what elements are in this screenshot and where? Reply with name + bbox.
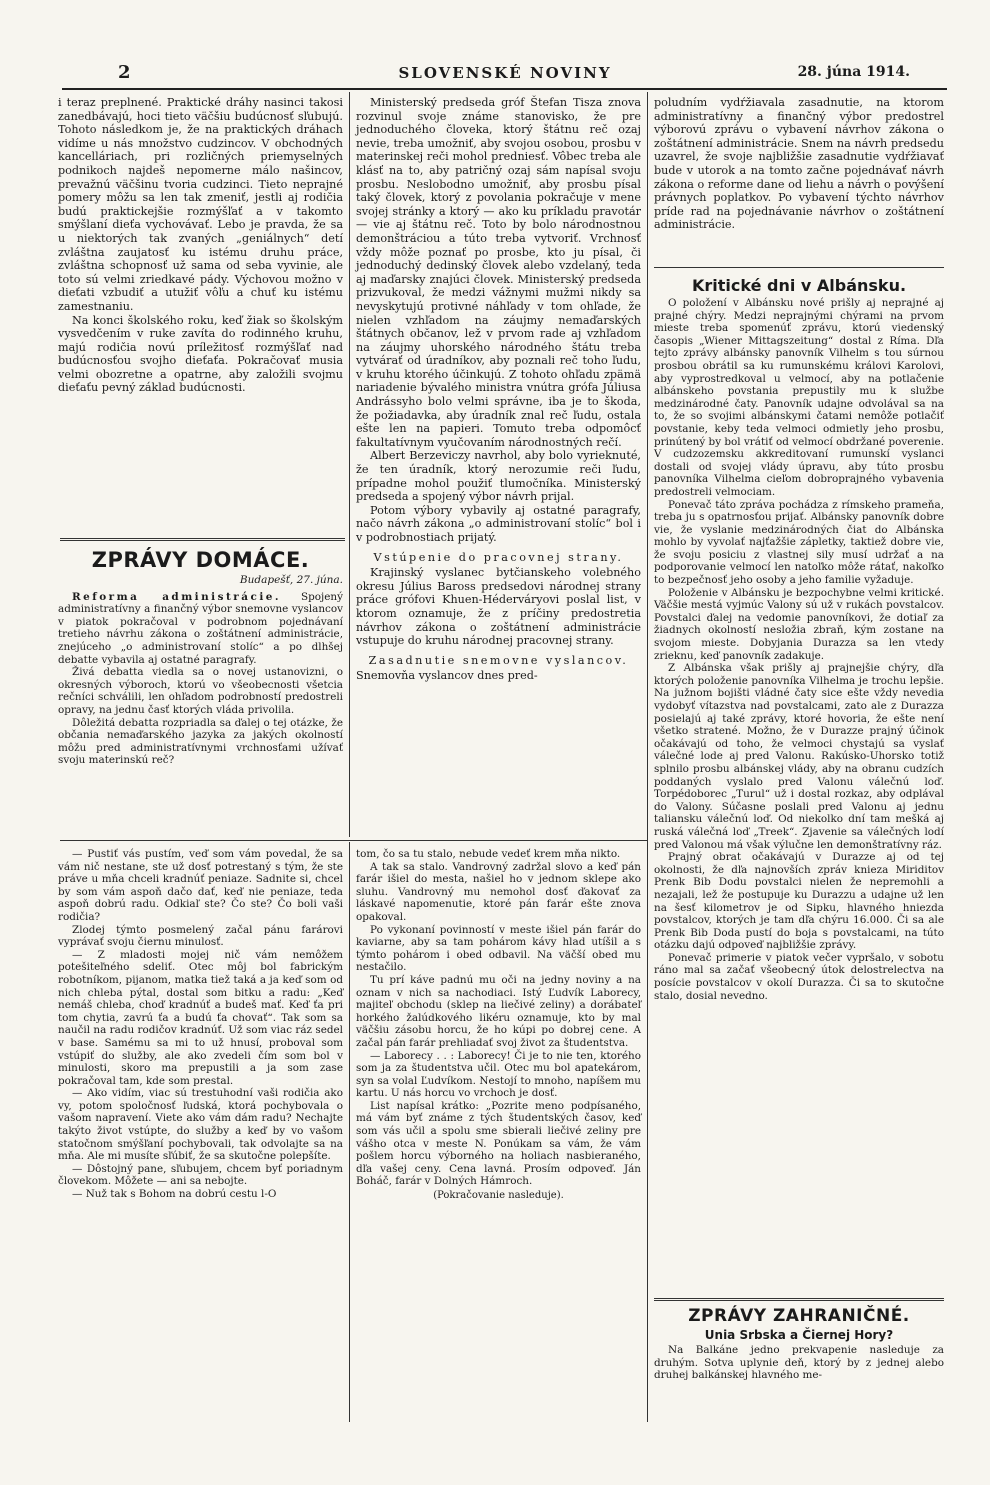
headline-serbia-montenegro: Unia Srbska a Čiernej Hory? (704, 1328, 894, 1342)
paragraph: Albert Berzeviczy navrhol, aby bolo vyrieknuté, že ten úradník, ktorý nerozumie reči ľudu, prípadne mohol použiť tlumočníka. Ministerský predseda a spojený výbor návrh prijal. (356, 449, 641, 504)
article-continuation-col1 (58, 96, 343, 395)
paragraph: Z Albánska však prišly aj prajnejšie chýry, dľa ktorých položenie panovníka Vilhelma je trochu lepšie. Na južnom bojišti vládné čaty sice ešte vždy nevedia vydobyť vítazstva nad povstalcami, zato ale z Durazza posielajú aj také zprávy, ktoré hovoria, že ešte není všetko stratené. Možno, že v Durazze prajný účinok očakávajú od toho, že velmoci chystajú sa vyslať válečné lode aj pred Valonu. Rakúsko-Uhorsko totiž splnilo prosbu albánskej vlády, aby na obranu cudzích poddaných vyslalo pred Valonu válečnú loď. Torpédoborec „Turul“ už i dostal rozkaz, aby odplával do Valony. Súčasne poslali pred Valonu aj jednu taliansku válečnú loď. Od niekolko dní tam mešká aj ruská válečná loď „Treek“. Zjavenie sa válečných lodí pred Valonou má však výlučne len demonštratívny ráz. (654, 662, 944, 851)
masthead (60, 60, 950, 88)
item-title-vstupenie: Vstúpenie do pracovnej strany. (373, 550, 624, 564)
section-title-domestic: ZPRÁVY DOMÁCE. (91, 548, 310, 572)
column-rule (349, 92, 350, 837)
paragraph: poludním vydŕžiavala zasadnutie, na ktorom administratívny a finančný výbor predostrel výborovú zprávu o vybavení návrhov zákona o zoštátnení administrácie. Snem na návrh predsedu uzavrel, že svoje najbližšie zasadnutie vydŕžiavať bude v utorok a na tomto začne pojednávať návrh zákona o reforme dane od liehu a návrh o povýšení právnych poplatkov. Po vybavení týchto návrhov príde rad na pojednávanie návrhov o zoštátnení administrácie. (654, 96, 944, 232)
paragraph: — Laborecy . . : Laborecy! Či je to nie ten, ktorého som ja za študentstva učil. Otec mu bol apatekárom, syn sa volal Ľudvíkom. Nestojí to mnoho, napíšem mu kartu. U nás horcu vo vrchoch je dosť. (356, 1049, 641, 1100)
newspaper-title: SLOVENSKÉ NOVINY (398, 64, 612, 82)
column-rule (647, 92, 648, 1422)
article-albania (654, 272, 944, 1002)
paragraph: Na konci školského roku, keď žiak so školským vysvedčením v ruke zavíta do rodinného kruhu, majú rodičia novú príležitosť rozmýšľať nad budúcnosťou svojho dieťaťa. Pokračovať musia velmi obozretne a opatrne, aby založili svojmu dieťaťu pevný základ budúcnosti. (58, 313, 343, 395)
paragraph: — Ako vidím, viac sú trestuhodní vaši rodičia ako vy, potom spoločnosť ľudská, ktorá pochybovala o vašom napravení. Viete ako vám dám radu? Nechajte takýto život vstúpte, do služby a keď by vo vašom statočnom smýšľaní pochybovali, tak odvolajte sa na mňa. Ale mi musíte sľúbiť, že sa skutočne polepšíte. (58, 1087, 343, 1163)
page-number: 2 (118, 62, 131, 83)
section-domestic-news (58, 548, 343, 767)
article-col2 (356, 96, 641, 683)
dateline: Budapešť, 27. júna. (239, 574, 343, 586)
paragraph: Živá debatta viedla sa o novej ustanovizni, o okresných výboroch, ktorú vo všeobecnosti všetcia rečníci schválili, len ohľadom podrobností predostreli opravy, na jednu časť ktorých vláda privolila. (58, 666, 343, 716)
paragraph: Snemovňa vyslancov dnes pred- (356, 669, 538, 683)
paragraph: Zlodej týmto posmelený začal pánu farárovi vyprávať svoju čiernu minulosť. (58, 923, 343, 949)
paragraph: Ponevač primerie v piatok večer vypršalo, v sobotu ráno mal sa začať všeobecný útok delostrelectva na posície povstalcov v okolí Durazza. Či sa to skutočne stalo, dosial nevedno. (654, 951, 944, 1002)
paragraph: Položenie v Albánsku je bezpochybne velmi kritické. Väčšie mestá vyjmúc Valony sú už v rukách povstalcov. Povstalci ďalej na vedomie panovníkovi, že dotiaľ za žiadnych okolností nesložia zbraň, kým zostane na svojom mieste. Dobyjania Durazza sa len vtedy zrieknu, keď panovník zadakuje. (654, 586, 944, 662)
paragraph: Spojený administratívny a finančný výbor snemovne vyslancov v piatok pokračoval v podrobnom pojednávaní tretieho návrhu zákona o zoštátnení administrácie, znejúceho „o administrovaní stolíc“ a po dlhšej debatte vybavila aj ostatné paragrafy. (58, 590, 343, 666)
item-title-zasadnutie: Zasadnutie snemovne vyslancov. (368, 653, 629, 667)
paragraph: Na Balkáne jedno prekvapenie nasleduje za druhým. Sotva uplynie deň, ktorý by z jednej alebo druhej balkánskej hlavného me- (654, 1344, 944, 1382)
item-title-reform: Reforma administrácie. (72, 590, 281, 603)
section-foreign-news (654, 1306, 944, 1382)
paragraph: Krajinský vyslanec bytčianskeho volebného okresu Július Baross predsedovi národnej strany práce grófovi Khuen-Héderváryovi poslal list, v ktorom oznamuje, že z príčiny predostretia návrhov zákona o zoštátnení administrácie vstupuje do kruhu národnej pracovnej strany. (356, 566, 641, 648)
article-col3 (654, 96, 944, 232)
paragraph: A tak sa stalo. Vandrovný zadržal slovo a keď pán farár išiel do mesta, našiel ho v jednom sklepe ako sluhu. Vandrovný mu nemohol dosť ďakovať za láskavé napomenutie, ktoré pán farár ešte znova opakoval. (356, 860, 641, 923)
issue-date: 28. júna 1914. (797, 64, 910, 80)
paragraph: i teraz preplnené. Praktické dráhy nasinci takosi zanedbávajú, hoci tieto väčšiu budúcnosť sľubujú. Tohoto následkom je, že na praktických dráhach vidíme u nás množstvo cudzincov. V obchodných kancelláriach, pri rozličných priemyselných podnikoch najdeš nepomerne málo našincov, prevažnú väčšinu tvoria cudzinci. Tieto neprajné pomery môžu sa len tak zmeniť, jestli aj rodičia budú praktickejšie rozmýšľať a v takomto smýšlaní dieťa vychovávať. Lebo je pravda, že sa u niektorých tak zvaných „geniálnych“ detí zvláštna zaujatosť ku istému druhu práce, zvláštna schopnosť už sama od seba vyvinie, ale toto sú velmi zriedkavé pády. Výchovou možno v dieťati vzbudiť a utužiť vôľu a chuť ku istému zamestnaniu. (58, 96, 343, 313)
section-rule (60, 538, 345, 541)
paragraph: tom, čo sa tu stalo, nebude vedeť krem mňa nikto. (356, 848, 621, 860)
paragraph: List napísal krátko: „Pozrite meno podpísaného, má vám byť známe z tých študentských časov, keď som vás učil a spolu sme sbierali liečivé zeliny pre vášho otca v meste N. Ponúkam sa vám, že vám pošlem horcu výborného na holiach nasbieraného, dľa vašej ceny. Cena lavná. Prosím odpoveď. Ján Boháč, farár v Dolných Hámroch. (356, 1099, 641, 1188)
feuilleton-col2 (356, 848, 641, 1203)
paragraph: Ponevač táto zpráva pochádza z rímskeho prameňa, treba ju s opatrnosťou prijať. Albánsky panovník dobre vie, že vyslanie medzinárodných čiat do Albánska mohlo by vyvolať najťažšie zápletky, taktiež dobre vie, že svoju posiciu z vlastnej sily musí udržať a na podporovanie velmocí len natoľko môže rátať, nakoľko to bezpečnosť jeho osoby a jeho familie vyžaduje. (654, 498, 944, 587)
feuilleton-rule (60, 840, 647, 841)
headline-albania: Kritické dni v Albánsku. (691, 276, 907, 295)
column-rule (349, 842, 350, 1422)
paragraph: Tu prí káve padnú mu oči na jedny noviny a na oznam v nich sa nachodiaci. Istý Ľudvík Laborecy, majiteľ obchodu (sklep na liečivé zeliny) a dorábateľ horkého žalúdkového likéru oznamuje, kto by mal väčšiu zásobu horcu, že ho kúpi po dobrej cene. A začal pán farár prehliadať svoj život za študentstva. (356, 973, 641, 1049)
masthead-rule (62, 88, 947, 90)
continuation-note: (Pokračovanie nasleduje). (433, 1190, 564, 1202)
paragraph: — Nuž tak s Bohom na dobrú cestu l-O (72, 1188, 277, 1201)
paragraph: Prajný obrat očakávajú v Durazze aj od tej okolnosti, že dľa najnovších zpráv knieza Miriditov Prenk Bib Dodu povstalci nielen že nepremohli a nezajali, lež že postupuje ku Durazzu a udajne už len na šesť kilometrov je od Sipku, hlavného hniezda povstalcov, ktorých je tam dľa chýru 16.000. Či sa ale Prenk Bib Doda pustí do boja s povstalcami, na túto otázku dajú odpoveď najbližšie zprávy. (654, 851, 944, 952)
article-rule (654, 267, 944, 268)
paragraph: Dôležitá debatta rozpriadla sa ďalej o tej otázke, že občania nemaďarského jazyka za jakých okolností môžu pred administratívnymi vrchnosťami užívať svoju materinskú reč? (58, 716, 343, 767)
paragraph: — Z mladosti mojej nič vám nemôžem potešiteľného sdeliť. Otec môj bol fabrickým robotníkom, pijanom, matka tiež taká a ja keď som od nich chleba pýtal, dostal som bitku a radu: „Keď nemáš chleba, choď kradnúť a budeš mať. Keď ťa pri tom chytia, zavrú ťa a budú ťa chovať“. Tak som sa naučil na radu rodičov kradnúť. Už som viac ráz sedel v base. Samému sa mi to už hnusí, proboval som vstúpiť do služby, ale ako zvedeli čím som bol v minulosti, skoro ma prepustili a ja som zase pokračoval tam, kde som prestal. (58, 948, 343, 1087)
paragraph: Ministerský predseda gróf Štefan Tisza znova rozvinul svoje známe stanovisko, že pre jednoduchého človeka, ktorý štátnu reč ozaj nevie, treba umožniť, aby svojou osobou, prosbu v materinskej reči mohol predniesť. Vôbec treba ale klásť na to, aby patričný ozaj sám napísal svoju prosbu. Neslobodno umožniť, aby prosbu písal taký človek, ktorý z povolania pokračuje v mene svojej stránky a ktorý — ako ku príkladu pravotár — vie aj štátnu reč. Toto by bolo národnostnou demonštráciou a túto treba vytvoriť. Vrchnosť vždy môže poznať po prosbe, kto ju písal, či jednoduchý dedinský človek alebo vzdelaný, teda aj maďarsky znajúci človek. Ministerský predseda prizvukoval, že medzi vážnymi mužmi nikdy sa nevyskytujú protivné náhľady v tom ohľade, že nielen vzhľadom na záujmy nemaďarských štátnych občanov, lež v prvom rade aj vzhľadom na záujmy uhorského národného štátu treba vytvárať od úradníkov, aby poznali reč toho ľudu, v kruhu ktorého účinkujú. Z tohoto ohľadu zpämä nariadenie bývalého ministra vnútra grófa Júliusa Andrássyho bolo velmi správne, iba je to škoda, že požiadavka, aby úradník znal reč ľudu, ostala ešte len na papieri. Tomuto treba odpomôcť fakultatívnym vyučovaním národnostných rečí. (356, 96, 641, 449)
paragraph: — Pustiť vás pustím, veď som vám povedal, že sa vám nič nestane, ste už dosť potrestaný s tým, že ste práve u mňa chceli kradnúť peniaze. Sadnite si, chcel by som vám aspoň dačo dať, keď nie peniaze, teda aspoň dobrú radu. Odkiaľ ste? Čo ste? Čo boli vaši rodičia? (58, 848, 343, 923)
paragraph: Potom výbory vybavily aj ostatné paragrafy, načo návrh zákona „o administrovaní stolíc“ bol i v podrobnostiach prijatý. (356, 503, 641, 544)
section-title-foreign: ZPRÁVY ZAHRANIČNÉ. (688, 1306, 910, 1326)
paragraph: — Dôstojný pane, sľubujem, chcem byť poriadnym človekom. Môžete — ani sa nebojte. (58, 1162, 343, 1188)
feuilleton-col1 (58, 848, 343, 1201)
paragraph: Po vykonaní povinností v meste išiel pán farár do kaviarne, aby sa tam pohárom kávy hlad utíšil a s týmto pohárom i obed odbavil. Na väčší obed mu nestačilo. (356, 923, 641, 974)
section-rule (654, 1298, 944, 1301)
paragraph: O položení v Albánsku nové prišly aj neprajné aj prajné chýry. Medzi neprajnými chýrami na prvom mieste treba spomenúť zprávu, ktorú viedenský časopis „Wiener Mittagszeitung“ dostal z Ríma. Dľa tejto zprávy albánsky panovník Vilhelm s tou súrnou prosbou obrátil sa ku rumunskému královi Karolovi, aby vyprostredkoval u velmocí, aby na potlačenie albánskeho povstania prepustily mu k službe medzinárodné čaty. Panovník udajne odvolával sa na to, že so svojimi albánskymi čatami nemôže potlačiť povstanie, keby teda velmoci odmietly jeho prosbu, prinútený by bol vrátiť od velmocí obdržané poverenie. V cudzozemsku akkreditovaní rumunskí vyslanci dostali od svojej vlády úpravu, aby túto prosbu panovníka Vilhelma cieľom dobroprajného vybavenia predostreli velmociam. (654, 297, 944, 498)
